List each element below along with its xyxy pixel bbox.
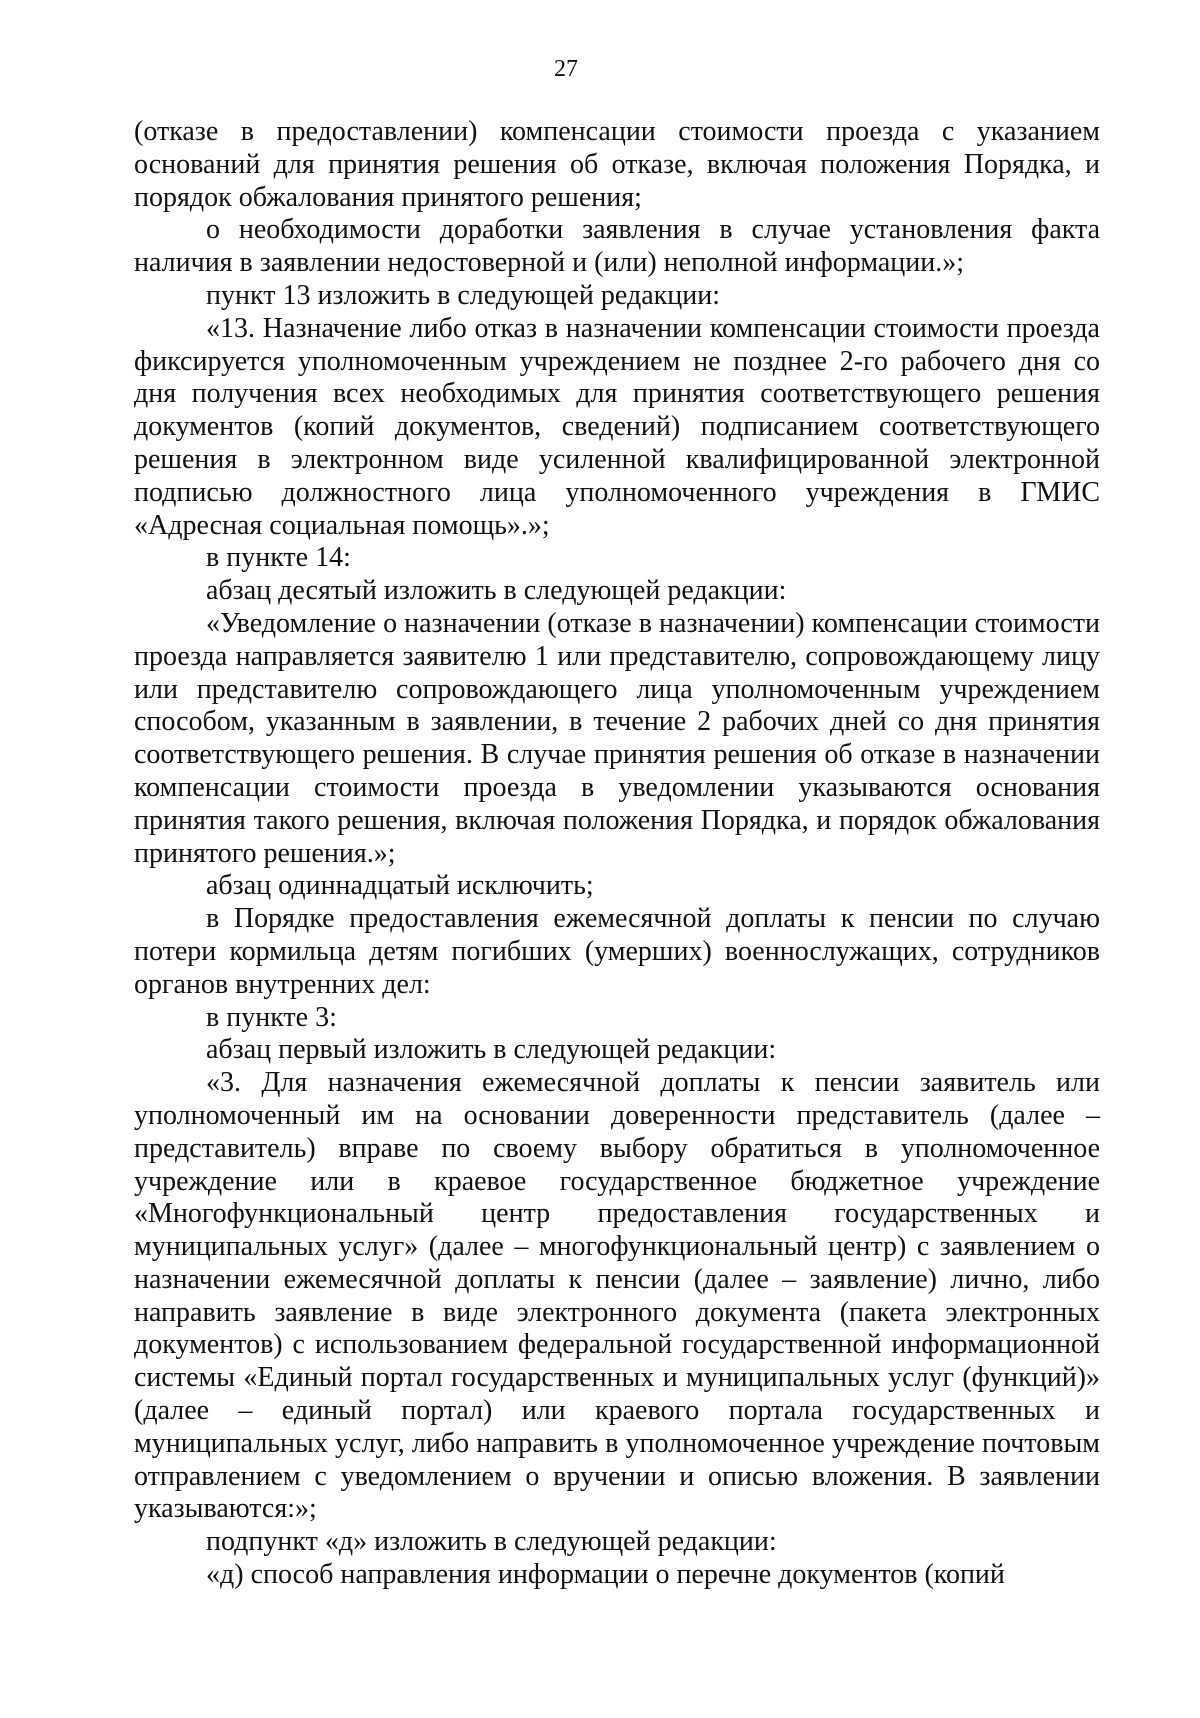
paragraph: «13. Назначение либо отказ в назначении компенсации стоимости проезда фиксируется уполномоченным учреждением не позднее 2-го рабочего дня со дня получения всех необходимых для принятия соответствующего решения документов (копий документов, сведений) подписанием соответствующего решения в электронном виде усиленной квалифицированной электронной подписью должностного лица уполномоченного учреждения в ГМИС «Адресная социальная помощь».»;	[134, 312, 1100, 541]
paragraph: в пункте 14:	[206, 542, 351, 574]
paragraph-last: «д) способ направления информации о перечне документов (копий	[206, 1559, 1005, 1591]
paragraph: в Порядке предоставления ежемесячной доплаты к пенсии по случаю потери кормильца детям погибших (умерших) военнослужащих, сотрудников органов внутренних дел:	[134, 903, 1100, 1000]
paragraph: о необходимости доработки заявления в случае установления факта наличия в заявлении недостоверной и (или) неполной информации.»;	[134, 214, 1100, 279]
paragraph: абзац десятый изложить в следующей редакции:	[206, 575, 787, 607]
paragraph: абзац одиннадцатый исключить;	[206, 870, 594, 902]
page-number: 27	[554, 56, 578, 82]
document-body	[134, 116, 1100, 1592]
paragraph: пункт 13 изложить в следующей редакции:	[206, 279, 720, 311]
paragraph: в пункте 3:	[206, 1001, 337, 1033]
paragraph-continuation: (отказе в предоставлении) компенсации стоимости проезда с указанием оснований для принятия решения об отказе, включая положения Порядка, и порядок обжалования принятого решения;	[134, 116, 1100, 213]
paragraph: абзац первый изложить в следующей редакции:	[206, 1034, 777, 1066]
paragraph: «Уведомление о назначении (отказе в назначении) компенсации стоимости проезда направляется заявителю 1 или представителю, сопровождающему лицу или представителю сопровождающего лица уполномоченным учреждением способом, указанным в заявлении, в течение 2 рабочих дней со дня принятия соответствующего решения. В случае принятия решения об отказе в назначении компенсации стоимости проезда в уведомлении указываются основания принятия такого решения, включая положения Порядка, и порядок обжалования принятого решения.»;	[134, 607, 1100, 869]
paragraph: «3. Для назначения ежемесячной доплаты к пенсии заявитель или уполномоченный им на основании доверенности представитель (далее – представитель) вправе по своему выбору обратиться в уполномоченное учреждение или в краевое государственное бюджетное учреждение «Многофункциональный центр предоставления государственных и муниципальных услуг» (далее – многофункциональный центр) с заявлением о назначении ежемесячной доплаты к пенсии (далее – заявление) лично, либо направить заявление в виде электронного документа (пакета электронных документов) с использованием федеральной государственной информационной системы «Единый портал государственных и муниципальных услуг (функций)» (далее – единый портал) или краевого портала государственных и муниципальных услуг, либо направить в уполномоченное учреждение почтовым отправлением с уведомлением о вручении и описью вложения. В заявлении указываются:»;	[134, 1067, 1100, 1525]
paragraph: подпункт «д» изложить в следующей редакции:	[206, 1526, 777, 1558]
